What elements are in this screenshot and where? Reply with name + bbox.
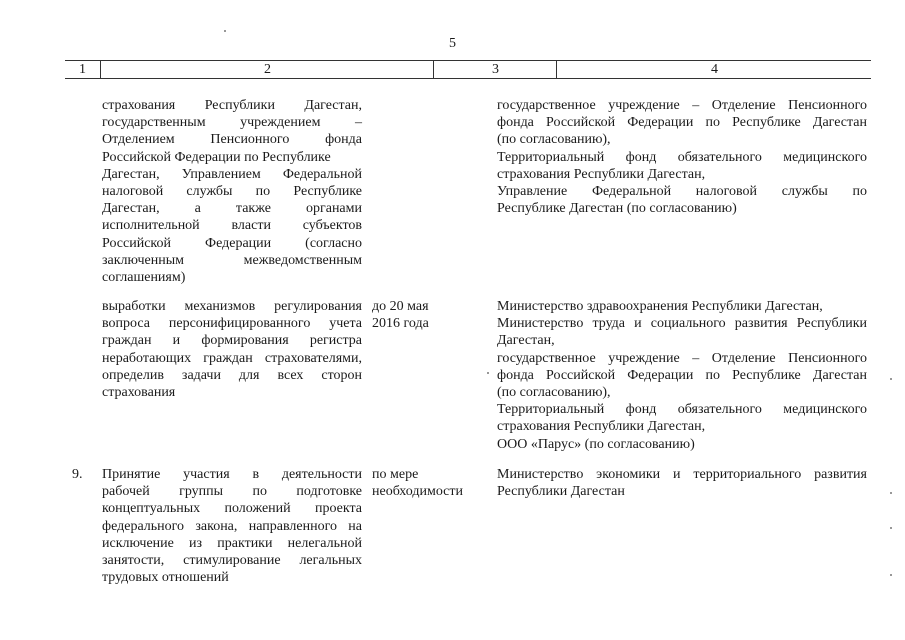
measure-line: трудовых отношений: [102, 570, 229, 586]
responsible-line: страхования Республики Дагестан,: [497, 166, 706, 182]
measure-line: выработки механизмов регулирования: [102, 299, 362, 314]
header-col-1: 1: [79, 62, 86, 77]
responsible-line: Республике Дагестан (по согласованию): [497, 201, 737, 217]
responsible-line: страхования Республики Дагестан,: [497, 419, 706, 435]
header-col-3: 3: [433, 61, 557, 78]
measure-line: заключенным межведомственным: [102, 252, 362, 268]
measure-line: рабочей группы по подготовке: [102, 484, 362, 500]
responsible-line: Министерство экономики и территориального развития: [497, 467, 867, 482]
responsible-line: государственное учреждение – Отделение Пенсионного: [497, 98, 867, 113]
measure-line: неработающих граждан страхователями,: [102, 350, 362, 366]
responsible-line: Территориальный фонд обязательного медицинского: [497, 402, 867, 418]
responsible-line: фонда Российской Федерации по Республике Дагестан: [497, 115, 867, 131]
measure-line: вопроса персонифицированного учета: [102, 316, 362, 332]
header-col-2: 2: [100, 61, 434, 78]
measure-line: Дагестан, а также органами: [102, 201, 362, 217]
scan-speck: [890, 527, 892, 529]
scan-speck: [890, 492, 892, 494]
page-number: 5: [449, 36, 456, 51]
measure-line: Дагестан, Управлением Федеральной: [102, 166, 362, 182]
responsible-line: ООО «Парус» (по согласованию): [497, 436, 695, 452]
measure-line: федерального закона, направленного на: [102, 518, 362, 534]
responsible: [497, 97, 867, 217]
measure-line: Принятие участия в деятельности: [102, 467, 362, 482]
measure-text: [102, 298, 362, 401]
responsible-line: Дагестан,: [497, 333, 555, 349]
measure-line: государственным учреждением –: [102, 115, 362, 131]
deadline-line: необходимости: [372, 484, 464, 500]
responsible: [497, 298, 867, 453]
measure-line: концептуальных положений проекта: [102, 501, 362, 517]
deadline: [372, 298, 488, 332]
scan-speck: [890, 574, 892, 576]
deadline-line: по мере: [372, 467, 419, 482]
measure-line: Отделением Пенсионного фонда: [102, 132, 362, 148]
measure-line: Российской Федерации по Республике: [102, 149, 331, 165]
measure-line: налоговой службы по Республике: [102, 184, 362, 200]
responsible-line: Министерство труда и социального развития Республики: [497, 316, 867, 332]
responsible-line: Республики Дагестан: [497, 484, 625, 500]
responsible-line: Управление Федеральной налоговой службы по: [497, 184, 867, 200]
measure-line: занятости, стимулирование легальных: [102, 553, 362, 569]
responsible: [497, 466, 867, 500]
responsible-line: Министерство здравоохранения Республики Дагестан,: [497, 299, 823, 314]
deadline: [372, 466, 488, 500]
responsible-line: (по согласованию),: [497, 385, 611, 401]
measure-line: исключение из практики нелегальной: [102, 535, 362, 551]
scan-speck: [890, 378, 892, 380]
deadline-line: до 20 мая: [372, 299, 429, 314]
measure-line: исполнительной власти субъектов: [102, 218, 362, 234]
scan-speck: [224, 30, 226, 32]
responsible-line: государственное учреждение – Отделение Пенсионного: [497, 350, 867, 366]
measure-line: Российской Федерации (согласно: [102, 235, 362, 251]
responsible-line: (по согласованию),: [497, 132, 611, 148]
measure-line: страхования Республики Дагестан,: [102, 98, 362, 113]
measure-text: [102, 466, 362, 586]
measure-line: страхования: [102, 385, 176, 401]
row-number: 9.: [72, 467, 83, 482]
responsible-line: фонда Российской Федерации по Республике Дагестан: [497, 367, 867, 383]
deadline-line: 2016 года: [372, 316, 429, 332]
measure-text: [102, 97, 362, 286]
table-header: [65, 60, 871, 79]
measure-line: определив задачи для всех сторон: [102, 367, 362, 383]
header-col-4: 4: [556, 61, 872, 78]
responsible-line: Территориальный фонд обязательного медицинского: [497, 149, 867, 165]
scan-speck: [487, 372, 489, 374]
measure-line: граждан и формирования регистра: [102, 333, 362, 349]
measure-line: соглашениям): [102, 270, 186, 286]
